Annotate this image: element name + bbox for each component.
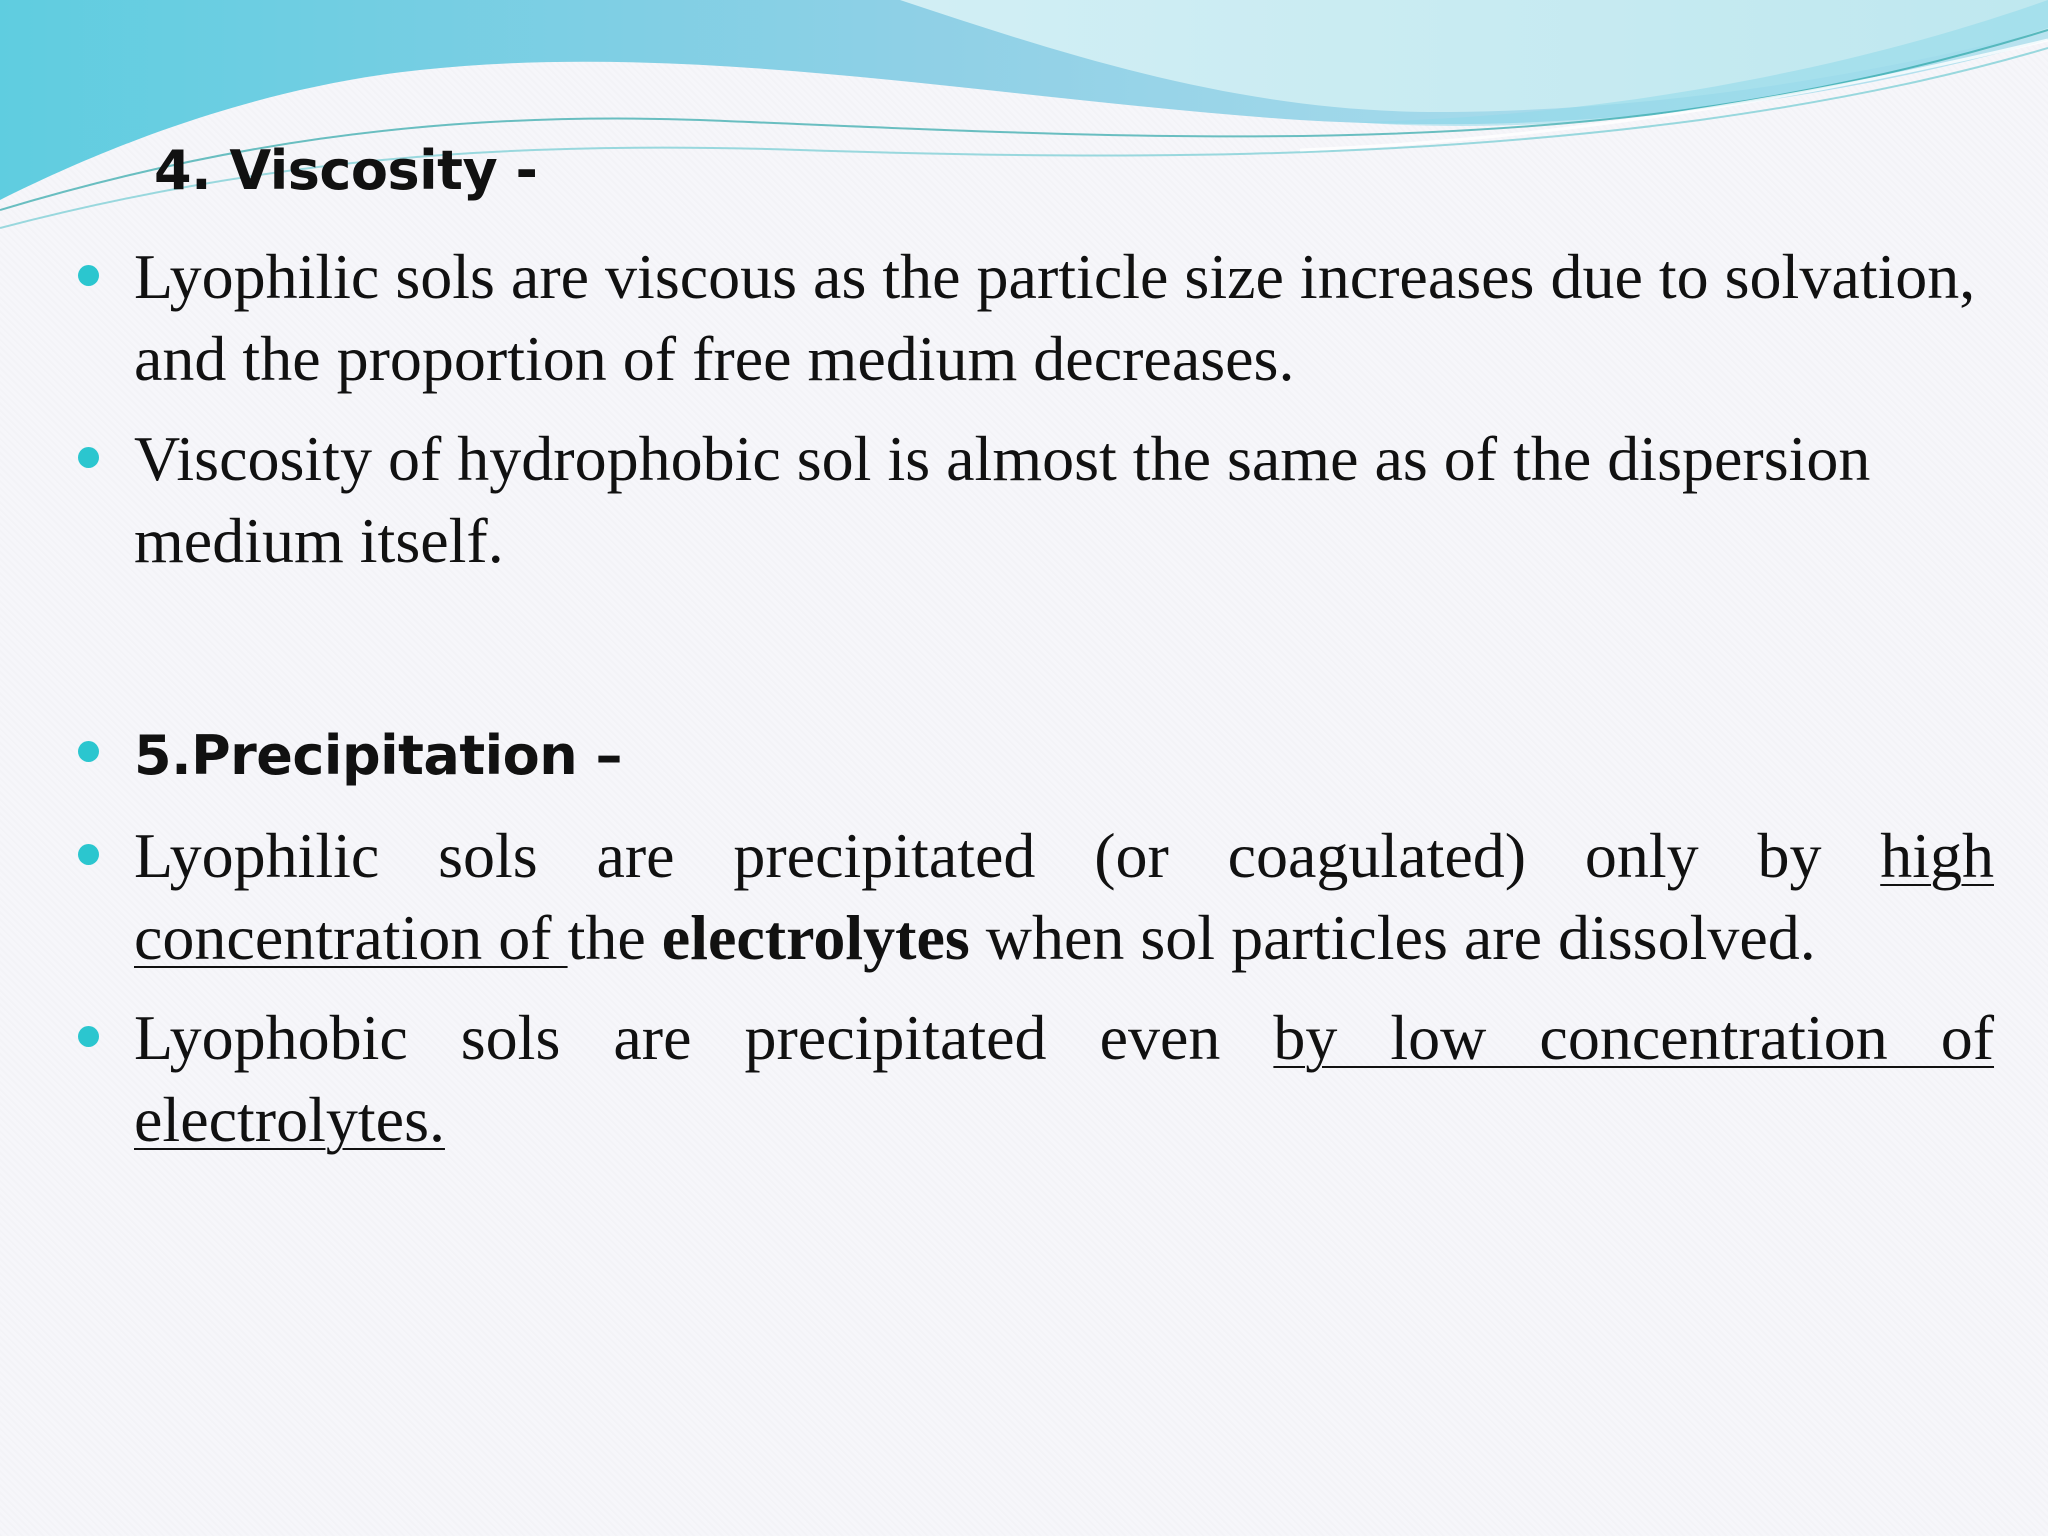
precipitation-point-1-text-3: when sol particles are dissolved.: [969, 902, 1816, 973]
bullet-icon: [78, 1026, 99, 1047]
slide-title: 4. Viscosity -: [154, 139, 538, 202]
bullet-icon: [78, 447, 99, 468]
list-item: [68, 815, 1994, 979]
precipitation-point-2-underlined: by low concentration of electrolytes.: [134, 1002, 1995, 1155]
viscosity-point-1: Lyophilic sols are viscous as the particle size increases due to solvation, and the proportion of free medium decreases.: [134, 241, 1976, 394]
precipitation-point-1-text: Lyophilic sols are precipitated (or coagulated) only by: [134, 820, 1881, 891]
bullet-icon: [78, 741, 99, 762]
list-item: [68, 236, 1994, 400]
list-item: [68, 997, 1994, 1161]
bullet-icon: [78, 844, 99, 865]
bullet-list: [68, 236, 1994, 1179]
bullet-icon: [78, 265, 99, 286]
precipitation-point-1-bold: electrolytes: [661, 902, 970, 973]
list-item: [68, 418, 1994, 582]
precipitation-heading: 5.Precipitation –: [134, 724, 623, 787]
list-item: [68, 712, 1994, 797]
viscosity-point-2: Viscosity of hydrophobic sol is almost the same as of the dispersion medium itself.: [134, 423, 1871, 576]
precipitation-point-1-text-2: the: [567, 902, 662, 973]
precipitation-point-2-text: Lyophobic sols are precipitated even: [134, 1002, 1274, 1073]
precipitation-point-1-underlined: high concentration of: [134, 820, 1994, 973]
